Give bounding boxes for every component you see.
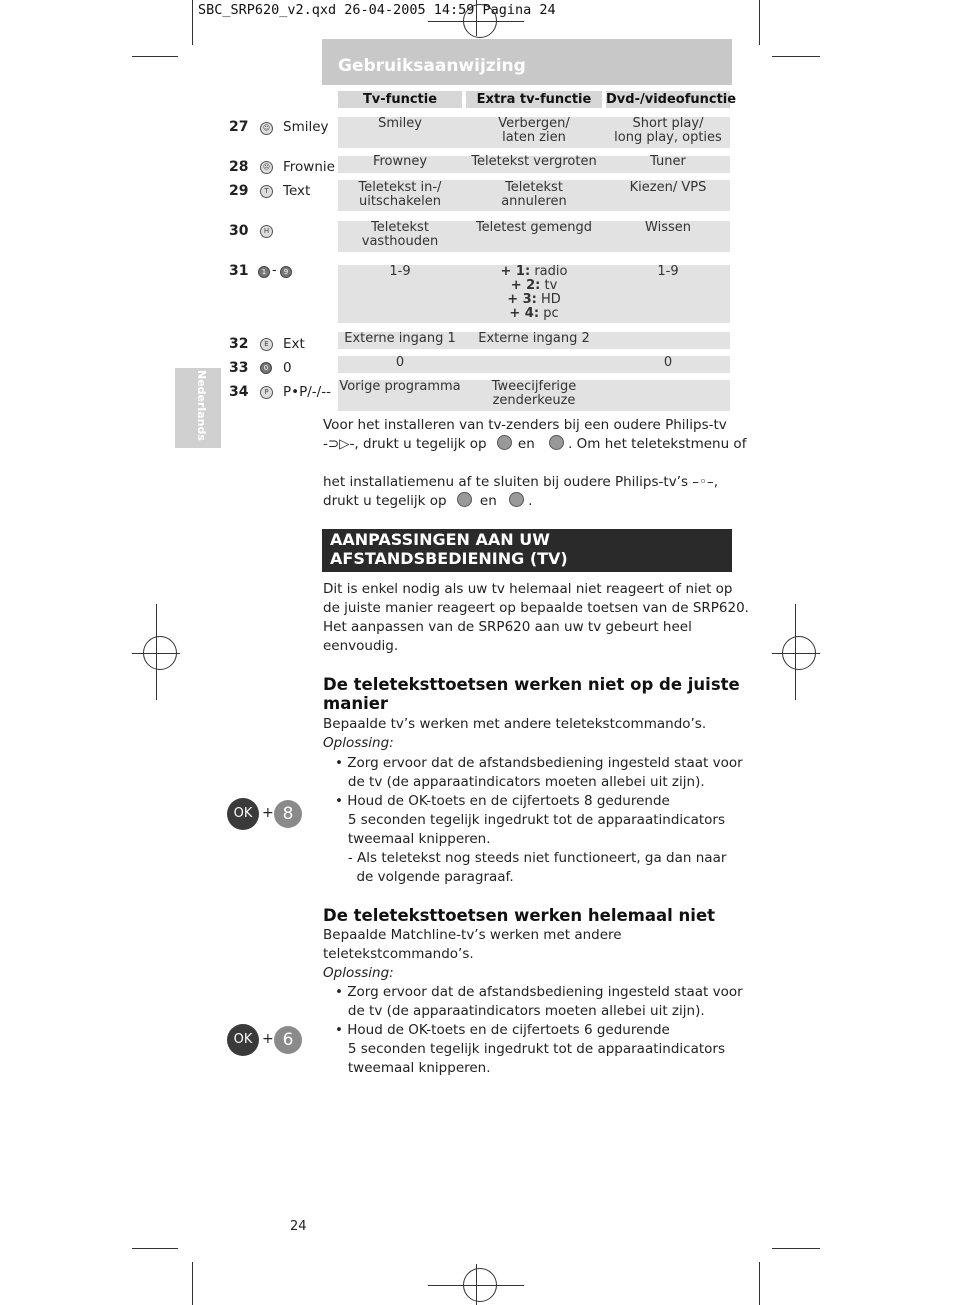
table-cell: Externe ingang 1 bbox=[344, 331, 456, 346]
bullet-line: tweemaal knipperen. bbox=[335, 1060, 491, 1076]
table-cell: Vorige programma bbox=[339, 379, 461, 394]
bullet-line: 5 seconden tegelijk ingedrukt tot de apparaatindicators bbox=[335, 1041, 725, 1057]
digit-six-button-icon: 6 bbox=[274, 1026, 302, 1054]
table-cell: Teletekst vasthouden bbox=[361, 220, 439, 249]
column-header-extra-tv: Extra tv-functie bbox=[466, 91, 602, 108]
subsection-title: manier bbox=[323, 694, 389, 713]
crop-mark bbox=[759, 1262, 760, 1305]
hold-button-icon: H bbox=[260, 225, 273, 238]
registration-mark bbox=[772, 653, 820, 654]
bullet-line: de tv (de apparaatindicators moeten allebei uit zijn). bbox=[335, 774, 705, 790]
intro-line: Voor het installeren van tv-zenders bij een oudere Philips-tv bbox=[323, 417, 727, 433]
crop-mark bbox=[772, 56, 820, 57]
row-number: 30 bbox=[229, 223, 249, 239]
bullet-line: de volgende paragraaf. bbox=[335, 869, 514, 885]
file-slug: SBC_SRP620_v2.qxd 26-04-2005 14:59 Pagina 24 bbox=[198, 2, 556, 18]
row-label: 0 bbox=[283, 360, 292, 376]
table-cell: Tuner bbox=[650, 154, 686, 169]
bullet-line: • Zorg ervoor dat de afstandsbediening ingesteld staat voor bbox=[335, 984, 743, 1000]
crop-mark bbox=[192, 0, 193, 45]
table-cell: 1-9 bbox=[389, 264, 411, 279]
subsection-desc: teletekstcommando’s. bbox=[323, 946, 474, 962]
row-number: 31 bbox=[229, 263, 249, 279]
table-cell-extra-tv-list: + 1: radio + 2: tv + 3: HD + 4: pc bbox=[500, 264, 568, 321]
bullet-line: de tv (de apparaatindicators moeten allebei uit zijn). bbox=[335, 1003, 705, 1019]
table-cell: Frowney bbox=[372, 154, 428, 169]
zero-button-icon bbox=[549, 435, 564, 450]
bullet-line: tweemaal knipperen. bbox=[335, 831, 491, 847]
table-cell: 0 bbox=[663, 355, 673, 370]
page-title: Gebruiksaanwijzing bbox=[338, 56, 526, 76]
crop-mark bbox=[132, 56, 178, 57]
plus-sign: + bbox=[262, 1031, 274, 1047]
row-number: 28 bbox=[229, 159, 249, 175]
plus-sign: + bbox=[262, 805, 274, 821]
table-cell: Teletekst annuleren bbox=[501, 180, 567, 209]
registration-mark bbox=[156, 604, 157, 700]
bullet-line: • Zorg ervoor dat de afstandsbediening ingesteld staat voor bbox=[335, 755, 743, 771]
solution-label: Oplossing: bbox=[323, 965, 394, 981]
table-cell: Kiezen/ VPS bbox=[629, 180, 707, 195]
language-tab-label: Nederlands bbox=[195, 370, 208, 441]
row-number: 33 bbox=[229, 360, 249, 376]
crop-mark bbox=[772, 1248, 820, 1249]
intro-line: -⊃▷-, drukt u tegelijk op en . Om het teletekstmenu of bbox=[323, 436, 747, 452]
subsection-desc: Bepaalde Matchline-tv’s werken met andere bbox=[323, 927, 622, 943]
pp-button-icon bbox=[509, 492, 524, 507]
digit-one-button-icon: 1 bbox=[258, 266, 270, 278]
row-number: 27 bbox=[229, 119, 249, 135]
subsection-title: De teleteksttoetsen werken niet op de juiste bbox=[323, 675, 740, 694]
ext-button-icon: E bbox=[260, 338, 273, 351]
table-cell: Externe ingang 2 bbox=[478, 331, 590, 346]
solution-label: Oplossing: bbox=[323, 735, 394, 751]
table-cell: Teletekst vergroten bbox=[471, 154, 597, 169]
range-dash: - bbox=[272, 263, 277, 278]
table-cell: Smiley bbox=[378, 116, 422, 131]
column-header-tv: Tv-functie bbox=[338, 91, 462, 108]
row-label: Smiley bbox=[283, 119, 329, 135]
intro-line: drukt u tegelijk op en . bbox=[323, 493, 533, 509]
crop-mark bbox=[132, 1248, 178, 1249]
section-intro-line: Het aanpassen van de SRP620 aan uw tv gebeurt heel bbox=[323, 619, 692, 635]
row-label: Ext bbox=[283, 336, 305, 352]
table-cell: Tweecijferige zenderkeuze bbox=[491, 379, 577, 408]
table-cell: Teletekst in-/ uitschakelen bbox=[358, 180, 442, 209]
intro-line: het installatiemenu af te sluiten bij oudere Philips-tv’s –◦–, bbox=[323, 474, 719, 490]
table-cell: Short play/ long play, opties bbox=[614, 116, 722, 145]
registration-mark bbox=[476, 1264, 477, 1305]
section-intro-line: eenvoudig. bbox=[323, 638, 399, 654]
pp-button-icon: P bbox=[260, 386, 273, 399]
row-number: 34 bbox=[229, 384, 249, 400]
subsection-title: De teleteksttoetsen werken helemaal niet bbox=[323, 906, 716, 925]
crop-mark bbox=[192, 1262, 193, 1305]
table-cell: 1-9 bbox=[657, 264, 679, 279]
row-label: Frownie bbox=[283, 159, 335, 175]
text-button-icon: T bbox=[260, 185, 273, 198]
subsection-desc: Bepaalde tv’s werken met andere teletekstcommando’s. bbox=[323, 716, 707, 732]
table-cell: Wissen bbox=[645, 220, 691, 235]
section-title: AANPASSINGEN AAN UW AFSTANDSBEDIENING (TV) bbox=[330, 530, 568, 568]
registration-mark bbox=[795, 604, 796, 700]
ok-button-icon: OK bbox=[227, 1024, 259, 1056]
column-header-dvd: Dvd-/videofunctie bbox=[606, 92, 737, 107]
digit-nine-button-icon: 9 bbox=[280, 266, 292, 278]
section-intro-line: Dit is enkel nodig als uw tv helemaal niet reageert of niet op bbox=[323, 581, 733, 597]
language-tab-label-box bbox=[192, 370, 208, 446]
section-intro-line: de juiste manier reageert op bepaalde toetsen van de SRP620. bbox=[323, 600, 749, 616]
frownie-button-icon: ☹ bbox=[260, 161, 273, 174]
bullet-line: • Houd de OK-toets en de cijfertoets 8 gedurende bbox=[335, 793, 670, 809]
row-number: 32 bbox=[229, 336, 249, 352]
digit-eight-button-icon: 8 bbox=[274, 800, 302, 828]
zero-button-icon bbox=[457, 492, 472, 507]
table-cell: 0 bbox=[395, 355, 405, 370]
table-cell: Teletest gemengd bbox=[475, 220, 593, 235]
table-cell: Verbergen/ laten zien bbox=[498, 116, 570, 145]
row-number: 29 bbox=[229, 183, 249, 199]
smiley-button-icon: ☺ bbox=[260, 122, 273, 135]
bullet-line: 5 seconden tegelijk ingedrukt tot de apparaatindicators bbox=[335, 812, 725, 828]
zero-button-icon: 0 bbox=[260, 362, 272, 374]
ok-button-icon: OK bbox=[227, 798, 259, 830]
row-label: Text bbox=[283, 183, 311, 199]
bullet-line: • Houd de OK-toets en de cijfertoets 6 gedurende bbox=[335, 1022, 670, 1038]
row-label: P•P/-/-- bbox=[283, 384, 331, 400]
crop-mark bbox=[759, 0, 760, 45]
page-number: 24 bbox=[290, 1219, 307, 1234]
bullet-line: - Als teletekst nog steeds niet functioneert, ga dan naar bbox=[335, 850, 727, 866]
text-button-icon bbox=[497, 435, 512, 450]
